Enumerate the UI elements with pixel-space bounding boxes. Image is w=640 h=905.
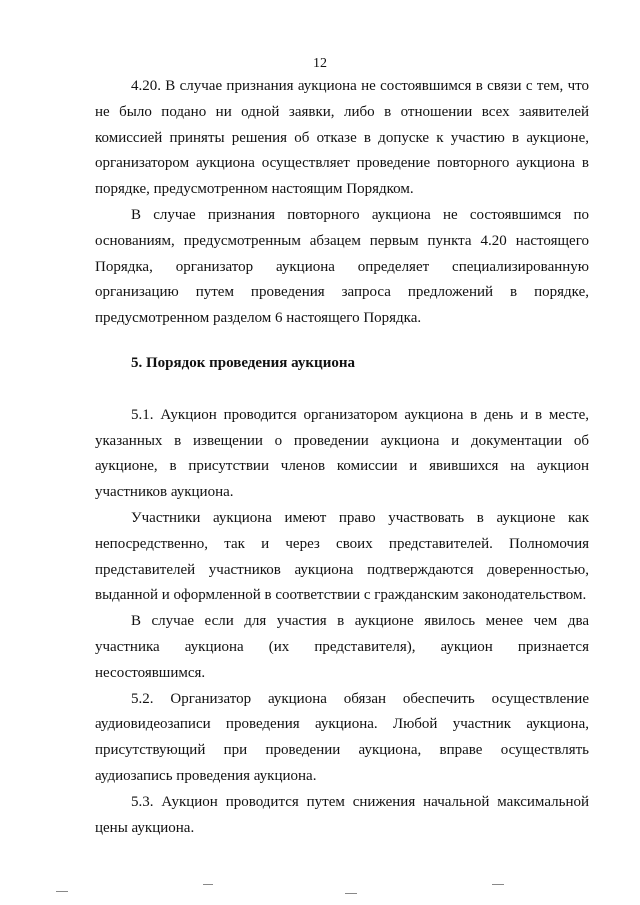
paragraph-participants: Участники аукциона имеют право участвовать в аукционе как непосредственно, так и через своих представителей. Полномочия представителей участников аукциона подтверждаются доверенностью, выданной и оформленной в соответствии с гражданским законодательством. bbox=[95, 509, 589, 604]
document-body bbox=[95, 74, 589, 841]
paragraph-5-2: 5.2. Организатор аукциона обязан обеспечить осуществление аудиовидеозаписи проведения аукциона. Любой участник аукциона, присутствующий при проведении аукциона, вправе осуществлять аудиозапись проведения аукциона. bbox=[95, 690, 589, 784]
paragraph-5-1: 5.1. Аукцион проводится организатором аукциона в день и в месте, указанных в извещении о проведении аукциона и документации об аукционе, в присутствии членов комиссии и явившихся на аукцион участников аукциона. bbox=[95, 406, 589, 501]
paragraph-5-3: 5.3. Аукцион проводится путем снижения начальной максимальной цены аукциона. bbox=[95, 793, 589, 836]
scan-speck bbox=[492, 884, 504, 885]
paragraph-4-20: 4.20. В случае признания аукциона не состоявшимся в связи с тем, что не было подано ни одной заявки, либо в отношении всех заявителей комиссией приняты решения об отказе в допуске к участию в аукционе, организатором аукциона осуществляет проведение повторного аукциона в порядке, предусмотренном настоящим Порядком. bbox=[95, 78, 589, 198]
scan-speck bbox=[56, 891, 68, 892]
paragraph-insufficient-participants: В случае если для участия в аукционе явилось менее чем два участника аукциона (их представителя), аукцион признается несостоявшимся. bbox=[95, 613, 589, 681]
paragraph-repeat-auction: В случае признания повторного аукциона не состоявшимся по основаниям, предусмотренным абзацем первым пункта 4.20 настоящего Порядка, организатор аукциона определяет специализированную организацию путем проведения запроса предложений в порядке, предусмотренном разделом 6 настоящего Порядка. bbox=[95, 206, 589, 327]
page-number: 12 bbox=[313, 56, 327, 71]
scan-speck bbox=[203, 884, 213, 885]
scan-speck bbox=[345, 893, 357, 894]
section-heading: 5. Порядок проведения аукциона bbox=[131, 354, 355, 371]
